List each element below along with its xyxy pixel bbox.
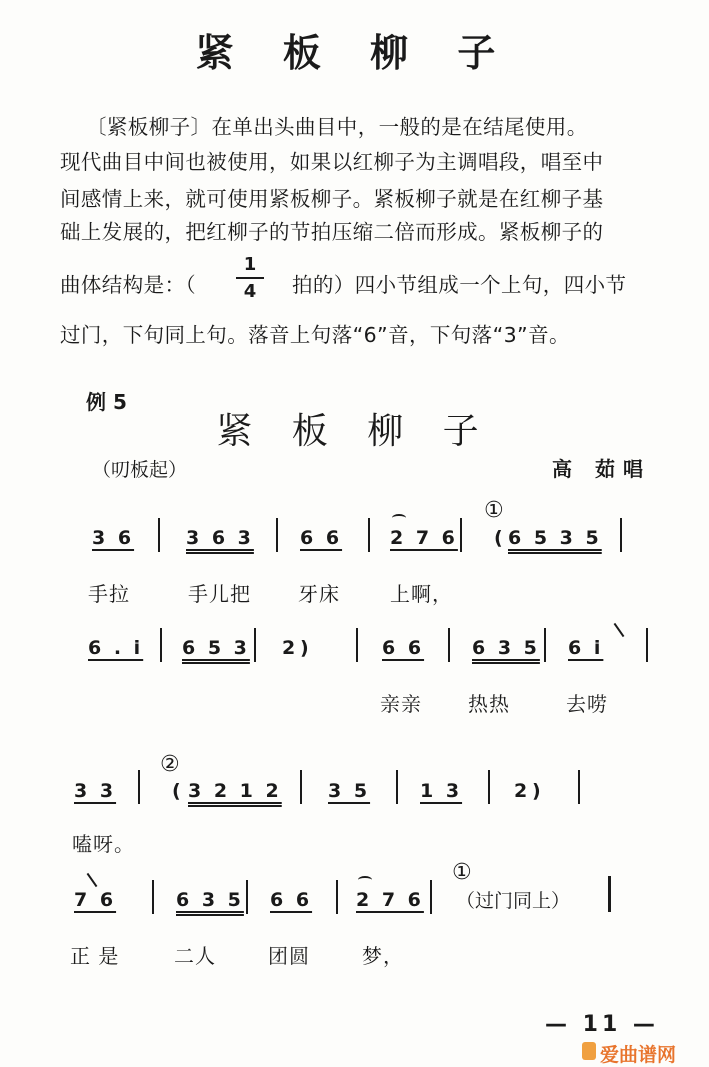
measure: 2	[282, 637, 299, 659]
lyric: 手儿把	[188, 582, 251, 606]
lyric: 牙床	[298, 582, 340, 606]
barline	[336, 880, 338, 914]
section-marker: ①	[452, 860, 472, 885]
measure: 2 7 6	[390, 527, 458, 549]
fraction-bar	[236, 277, 264, 279]
measure: 3 6 3	[186, 527, 254, 549]
measure: 6 . i	[88, 637, 144, 659]
lyric: 团圆	[268, 944, 310, 968]
open-paren: (	[494, 527, 503, 549]
lyric: 上啊，	[390, 582, 453, 606]
example-title: 紧 板 柳 子	[216, 411, 493, 452]
intro-line-3: 间感情上来，就可使用紧板柳子。紧板柳子就是在红柳子基	[60, 187, 604, 211]
barline	[246, 880, 248, 914]
lyric: 去唠	[566, 692, 608, 716]
fraction-denominator: 4	[243, 281, 257, 302]
barline	[396, 770, 398, 804]
music-note-icon	[582, 1042, 596, 1060]
close-paren: )	[300, 637, 309, 659]
barline	[300, 770, 302, 804]
intro-line-4: 础上发展的，把红柳子的节拍压缩二倍而形成。紧板柳子的	[60, 220, 604, 244]
barline	[620, 518, 622, 552]
barline	[160, 628, 162, 662]
lyric: 正 是	[70, 944, 120, 968]
barline	[158, 518, 160, 552]
singer-credit: 高 茹唱	[552, 457, 651, 481]
measure: 3 6	[92, 527, 135, 549]
measure: 6 i	[568, 637, 604, 659]
measure: 2 7 6	[356, 889, 424, 911]
page-number: — 11 —	[545, 1012, 659, 1037]
intro-line-2: 现代曲目中间也被使用，如果以红柳子为主调唱段，唱至中	[60, 150, 604, 174]
barline	[356, 628, 358, 662]
intro-line-5b: 拍的）四小节组成一个上句，四小节	[292, 273, 627, 297]
lyric: 梦，	[362, 944, 404, 968]
intro-line-1: 〔紧板柳子〕在单出头曲目中，一般的是在结尾使用。	[86, 115, 588, 139]
barline	[460, 518, 462, 552]
example-label: 例 5	[86, 390, 127, 414]
open-paren: (	[172, 780, 181, 802]
slur-mark	[392, 514, 406, 522]
lyric: 亲亲	[380, 692, 422, 716]
measure: 6 6	[382, 637, 425, 659]
breath-mark	[87, 873, 98, 887]
slur-mark	[358, 876, 372, 884]
barline	[544, 628, 546, 662]
interlude-note: （过门同上）	[456, 890, 571, 912]
barline	[430, 880, 432, 914]
barline	[152, 880, 154, 914]
lyric: 热热	[468, 692, 510, 716]
barline	[254, 628, 256, 662]
intro-line-6: 过门，下句同上句。落音上句落“6”音，下句落“3”音。	[60, 323, 570, 347]
intro-line-5a: 曲体结构是：（	[60, 273, 197, 297]
measure: 1 3	[420, 780, 463, 802]
time-signature-fraction	[236, 254, 264, 302]
tempo-note: （叨板起）	[92, 459, 188, 481]
barline	[608, 876, 611, 912]
barline	[276, 518, 278, 552]
barline	[488, 770, 490, 804]
measure: 6 3 5	[472, 637, 540, 659]
close-paren: )	[532, 780, 541, 802]
barline	[368, 518, 370, 552]
page-title: 紧 板 柳 子	[195, 30, 514, 75]
measure: 3 5	[328, 780, 371, 802]
lyric: 嗑呀。	[72, 832, 135, 856]
barline	[138, 770, 140, 804]
section-marker: ①	[484, 498, 504, 523]
measure: 6 6	[300, 527, 343, 549]
measure: 6 5 3	[182, 637, 250, 659]
barline	[448, 628, 450, 662]
measure: 3 3	[74, 780, 117, 802]
section-marker: ②	[160, 752, 180, 777]
lyric: 手拉	[88, 582, 130, 606]
breath-mark	[614, 623, 625, 637]
measure: 7 6	[74, 889, 117, 911]
measure: 2	[514, 780, 531, 802]
measure: 6 5 3 5	[508, 527, 602, 549]
measure: 6 6	[270, 889, 313, 911]
measure: 6 3 5	[176, 889, 244, 911]
measure: 3 2 1 2	[188, 780, 282, 802]
lyric: 二人	[174, 944, 216, 968]
barline	[646, 628, 648, 662]
watermark: 爱曲谱网	[600, 1044, 677, 1066]
barline	[578, 770, 580, 804]
fraction-numerator: 1	[243, 254, 257, 275]
